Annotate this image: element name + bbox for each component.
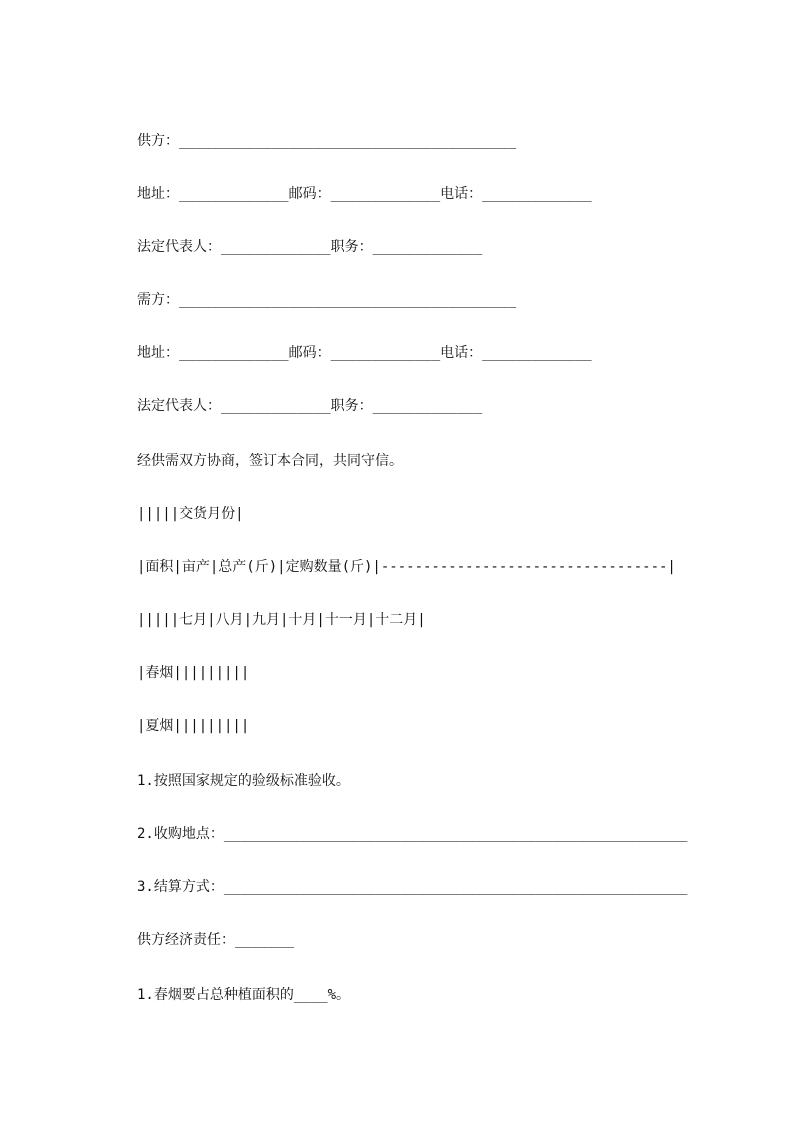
buyer-name-line: 需方：________________________________________ — [137, 292, 517, 308]
clause-inspection-standard: 1.按照国家规定的验级标准验收。 — [137, 773, 350, 789]
buyer-representative-line: 法定代表人：_____________职务：_____________ — [137, 398, 483, 414]
supplier-name-line: 供方：________________________________________ — [137, 133, 517, 149]
table-header-delivery-month: |||||交货月份| — [137, 506, 244, 522]
supplier-representative-line: 法定代表人：_____________职务：_____________ — [137, 239, 483, 255]
table-row-summer-tobacco: |夏烟||||||||| — [137, 718, 250, 734]
clause-spring-tobacco-share: 1.春烟要占总种植面积的____%。 — [137, 987, 351, 1003]
agreement-statement: 经供需双方协商，签订本合同，共同守信。 — [137, 453, 403, 469]
supplier-liability-heading: 供方经济责任：_______ — [137, 932, 295, 948]
table-header-months: |||||七月|八月|九月|十月|十一月|十二月| — [137, 612, 426, 628]
table-row-spring-tobacco: |春烟||||||||| — [137, 665, 250, 681]
table-header-columns: |面积|亩产|总产(斤)|定购数量(斤)|----------------------------------| — [137, 559, 676, 575]
supplier-address-line: 地址：_____________邮码：_____________电话：_____________ — [137, 186, 592, 202]
buyer-address-line: 地址：_____________邮码：_____________电话：_____________ — [137, 345, 592, 361]
clause-settlement-method: 3.结算方式：_______________________________________________________ — [137, 879, 688, 895]
clause-purchase-location: 2.收购地点：_______________________________________________________ — [137, 826, 688, 842]
